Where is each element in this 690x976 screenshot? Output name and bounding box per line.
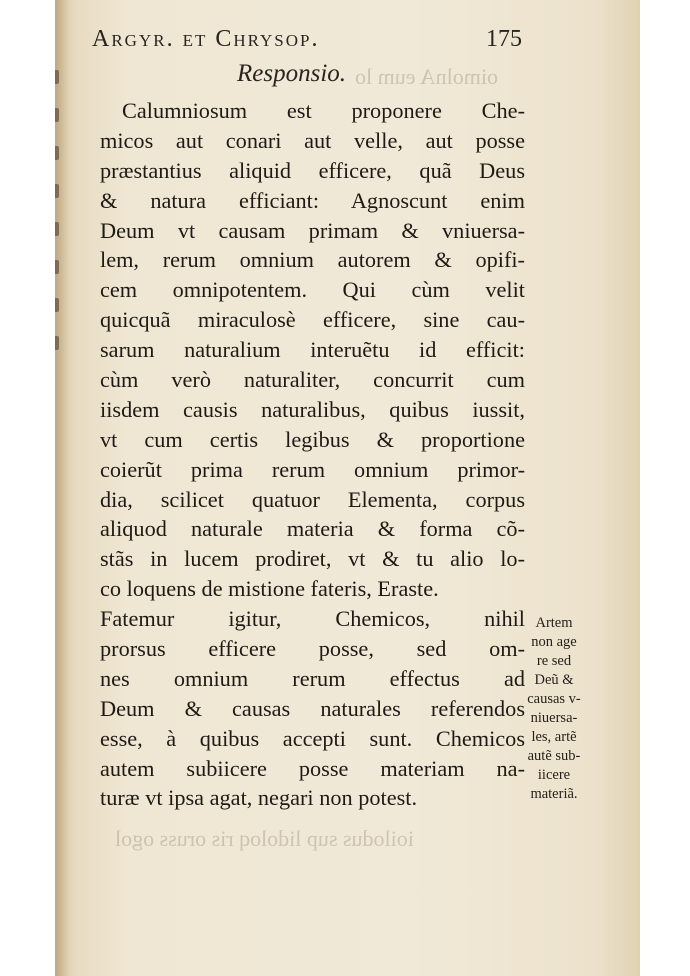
margin-note-line: les, artẽ	[531, 729, 577, 745]
text-line: dia, scilicet quatuor Elementa, corpus	[100, 486, 525, 512]
text-line: sarum naturalium interuẽtu id efficit:	[100, 337, 525, 363]
text-line: præstantius aliquid efficere, quã Deus	[100, 157, 525, 183]
margin-note-line: re sed	[536, 653, 572, 669]
text-line: Deum & causas naturales referendos	[100, 695, 525, 721]
margin-note-line: materiã.	[530, 786, 578, 802]
text-line: prorsus efficere posse, sed om-	[100, 636, 525, 662]
text-line: Calumniosum est proponere Che-	[122, 98, 525, 123]
margin-note	[526, 614, 582, 804]
margin-note-line: niuersa-	[530, 710, 578, 726]
margin-note-line: non age	[531, 634, 577, 650]
page-edge-marks	[55, 70, 59, 374]
text-line: co loquens de mistione fateris, Eraste.	[100, 576, 439, 602]
text-line: Fatemur igitur, Chemicos, nihil	[100, 606, 525, 632]
page-number: 175	[486, 26, 522, 52]
text-line: cem omnipotentem. Qui cùm velit	[100, 277, 525, 303]
section-heading: Responsio.	[237, 60, 347, 87]
text-line: autem subiicere posse materiam na-	[100, 755, 525, 781]
margin-note-line: autẽ sub-	[527, 748, 581, 764]
text-line: turæ vt ipsa agat, negari non potest.	[100, 785, 418, 811]
text-line: iisdem causis naturalibus, quibus iussit,	[100, 396, 525, 422]
body-text	[100, 96, 525, 813]
running-header	[92, 26, 522, 58]
text-line: coierũt prima rerum omnium primor-	[100, 456, 525, 482]
text-line: aliquod naturale materia & forma cõ-	[100, 516, 525, 542]
text-line: vt cum certis legibus & proportione	[100, 426, 525, 452]
text-line: & natura efficiant: Agnoscunt enim	[100, 187, 525, 213]
running-title: Argyr. et Chrysop.	[92, 26, 320, 52]
text-line: micos aut conari aut velle, aut posse	[100, 127, 525, 153]
text-line: lem, rerum omnium autorem & opifi-	[100, 247, 525, 273]
bleed-through-bottom: ioilodus sup lidoloq ris oruss ogol	[115, 826, 414, 851]
margin-note-line: causas v-	[527, 691, 581, 707]
text-line: esse, à quibus accepti sunt. Chemicos	[100, 725, 525, 751]
margin-note-line: Deũ &	[534, 672, 574, 688]
margin-note-line: Artem	[535, 615, 573, 631]
text-line: stãs in lucem prodiret, vt & tu alio lo-	[100, 546, 525, 572]
bleed-through-top: oimolnA eum lo	[355, 64, 498, 89]
text-line: nes omnium rerum effectus ad	[100, 665, 525, 691]
text-line: Deum vt causam primam & vniuersa-	[100, 217, 525, 243]
text-line: cùm verò naturaliter, concurrit cum	[100, 367, 525, 393]
text-line: quicquã miraculosè efficere, sine cau-	[100, 307, 525, 333]
margin-note-line: iicere	[537, 767, 571, 783]
